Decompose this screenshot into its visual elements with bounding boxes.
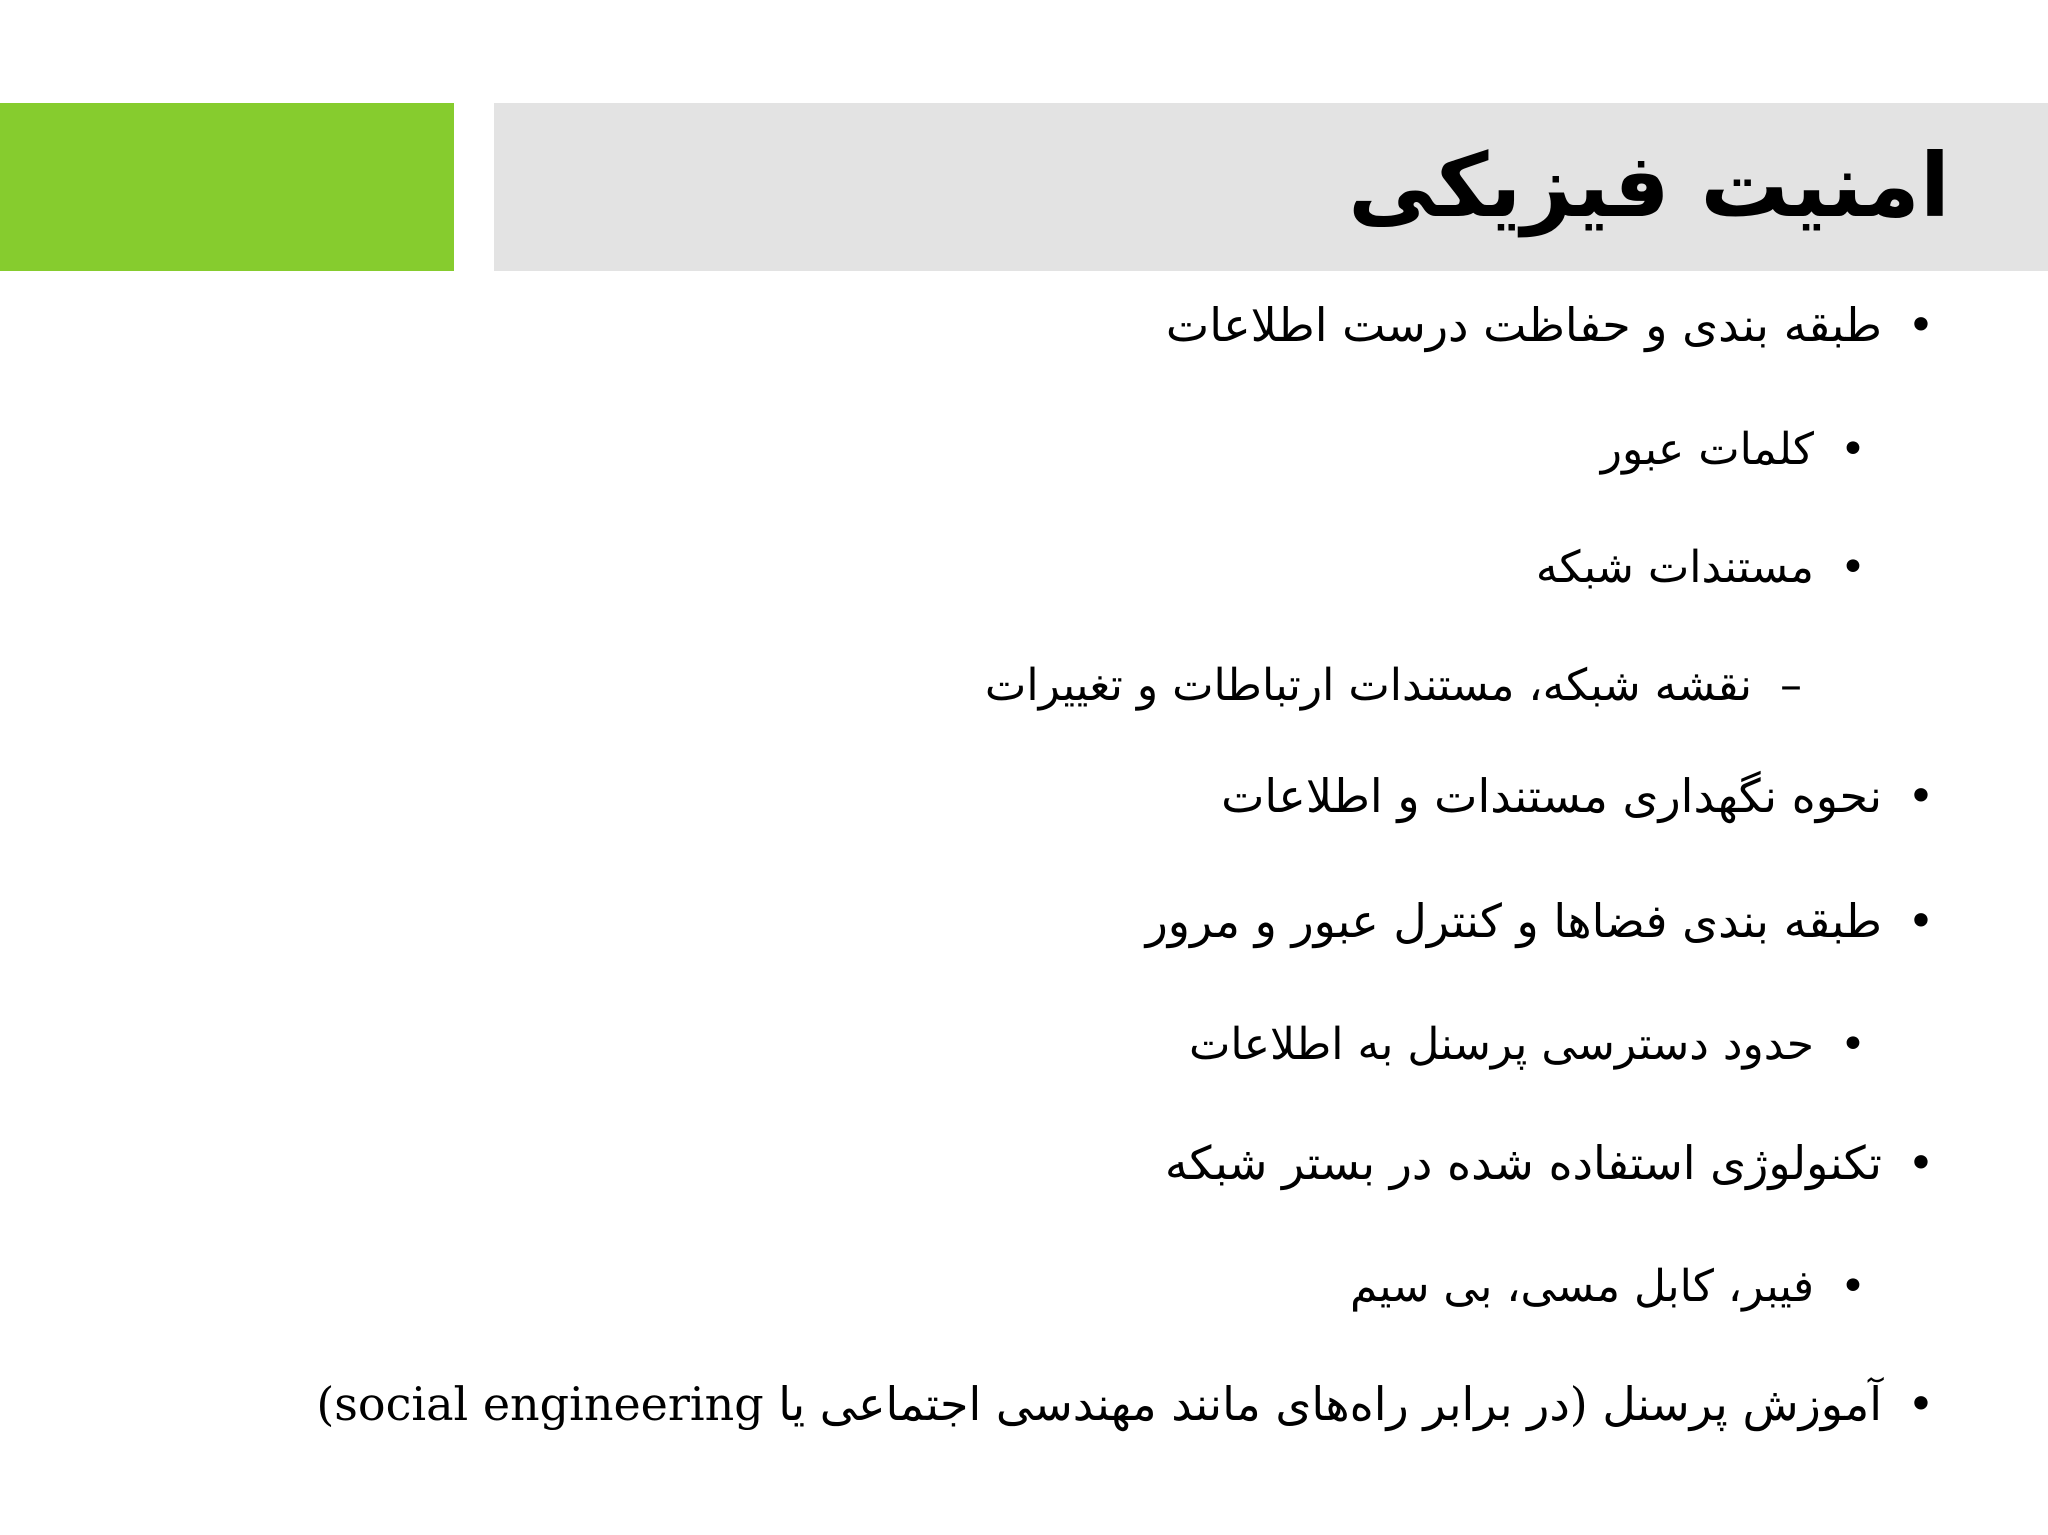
list-item-text: کلمات عبور: [1600, 424, 1814, 475]
list-item: [1536, 533, 1870, 603]
list-item: [985, 651, 1808, 721]
slide-title: امنیت فیزیکی: [1348, 134, 1950, 237]
bullet-icon: •: [1907, 894, 1935, 948]
bullet-icon: •: [1840, 1261, 1866, 1312]
list-item-text: تکنولوژی استفاده شده در بستر شبکه: [1164, 1136, 1882, 1190]
list-item-text: طبقه بندی و حفاظت درست اطلاعات: [1165, 298, 1882, 352]
list-item-text: مستندات شبکه: [1535, 542, 1814, 593]
bullet-icon: •: [1907, 298, 1935, 352]
bullet-icon: •: [1840, 424, 1866, 475]
bullet-icon: •: [1907, 769, 1935, 823]
list-item: [1189, 1010, 1870, 1080]
bullet-icon: •: [1840, 542, 1866, 593]
list-item: [1165, 1128, 1938, 1198]
list-item: [1146, 886, 1938, 956]
list-item-text: فیبر، کابل مسی، بی سیم: [1350, 1261, 1814, 1312]
list-item-text: آموزش پرسنل (در برابر راه‌های مانند مهندسی اجتماعی یا social engineering): [316, 1377, 1882, 1431]
list-item: [1350, 1252, 1870, 1322]
list-item: [316, 1369, 1938, 1439]
dash-icon: –: [1780, 660, 1802, 711]
list-item-text: نقشه شبکه، مستندات ارتباطات و تغییرات: [984, 660, 1752, 711]
bullet-icon: •: [1907, 1136, 1935, 1190]
bullet-icon: •: [1840, 1019, 1866, 1070]
list-item-text: طبقه بندی فضاها و کنترل عبور و مرور: [1145, 894, 1882, 948]
list-item: [1166, 290, 1938, 360]
list-item: [1221, 761, 1938, 831]
bullet-icon: •: [1907, 1377, 1935, 1431]
list-item: [1601, 415, 1870, 485]
list-item-text: نحوه نگهداری مستندات و اطلاعات: [1221, 769, 1882, 823]
list-item-text: حدود دسترسی پرسنل به اطلاعات: [1188, 1019, 1814, 1070]
